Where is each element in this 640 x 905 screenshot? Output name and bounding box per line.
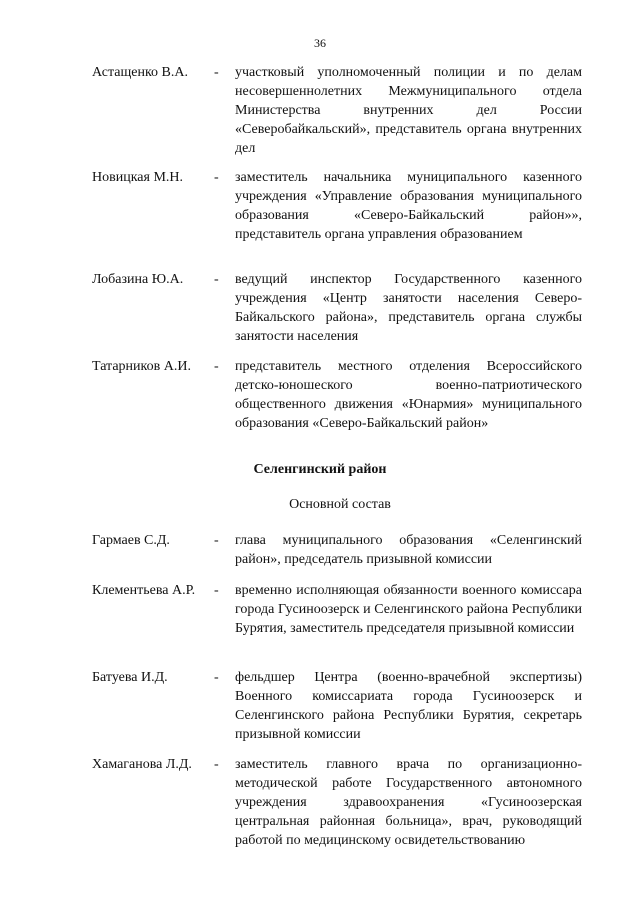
- section-title: Селенгинский район: [253, 462, 387, 477]
- member-name: Астащенко В.А.: [92, 65, 189, 80]
- dash-separator: -: [214, 670, 219, 685]
- member-description: заместитель начальника муниципального казенного учреждения «Управление образования муниципального образования «Северо-Байкальский район»», представитель органа управления образованием: [235, 170, 582, 242]
- member-name: Батуева И.Д.: [92, 670, 168, 685]
- page-number: 36: [314, 36, 326, 50]
- member-description: временно исполняющая обязанности военного комиссара города Гусиноозерск и Селенгинского района Республики Бурятия, заместитель председателя призывной комиссии: [235, 583, 582, 636]
- member-description: глава муниципального образования «Селенгинский район», председатель призывной комиссии: [235, 533, 582, 567]
- member-name: Клементьева А.Р.: [92, 583, 196, 598]
- dash-separator: -: [214, 170, 219, 185]
- member-name: Лобазина Ю.А.: [92, 272, 184, 287]
- member-name: Татарников А.И.: [92, 359, 191, 374]
- member-description: участковый уполномоченный полиции и по делам несовершеннолетних Межмуниципального отдела Министерства внутренних дел России «Северобайкальский», представитель органа внутренних дел: [235, 65, 582, 156]
- dash-separator: -: [214, 272, 219, 287]
- member-description: заместитель главного врача по организационно-методической работе Государственного автономного учреждения здравоохранения «Гусиноозерская центральная районная больница», врач, руководящий работой по медицинскому освидетельствованию: [235, 757, 582, 848]
- member-name: Новицкая М.Н.: [92, 170, 184, 185]
- member-name: Гармаев С.Д.: [92, 533, 170, 548]
- dash-separator: -: [214, 583, 219, 598]
- dash-separator: -: [214, 65, 219, 80]
- member-description: представитель местного отделения Всероссийского детско-юношеского военно-патриотического общественного движения «Юнармия» муниципального образования «Северо-Байкальский район»: [235, 359, 582, 431]
- member-name: Хамаганова Л.Д.: [92, 757, 192, 772]
- section-subtitle: Основной состав: [289, 497, 391, 512]
- dash-separator: -: [214, 533, 219, 548]
- dash-separator: -: [214, 359, 219, 374]
- member-description: фельдшер Центра (военно-врачебной экспертизы) Военного комиссариата города Гусиноозерск и Селенгинского района Республики Бурятия, секретарь призывной комиссии: [235, 670, 582, 742]
- dash-separator: -: [214, 757, 219, 772]
- member-description: ведущий инспектор Государственного казенного учреждения «Центр занятости населения Северо-Байкальского района», представитель органа службы занятости населения: [235, 272, 582, 344]
